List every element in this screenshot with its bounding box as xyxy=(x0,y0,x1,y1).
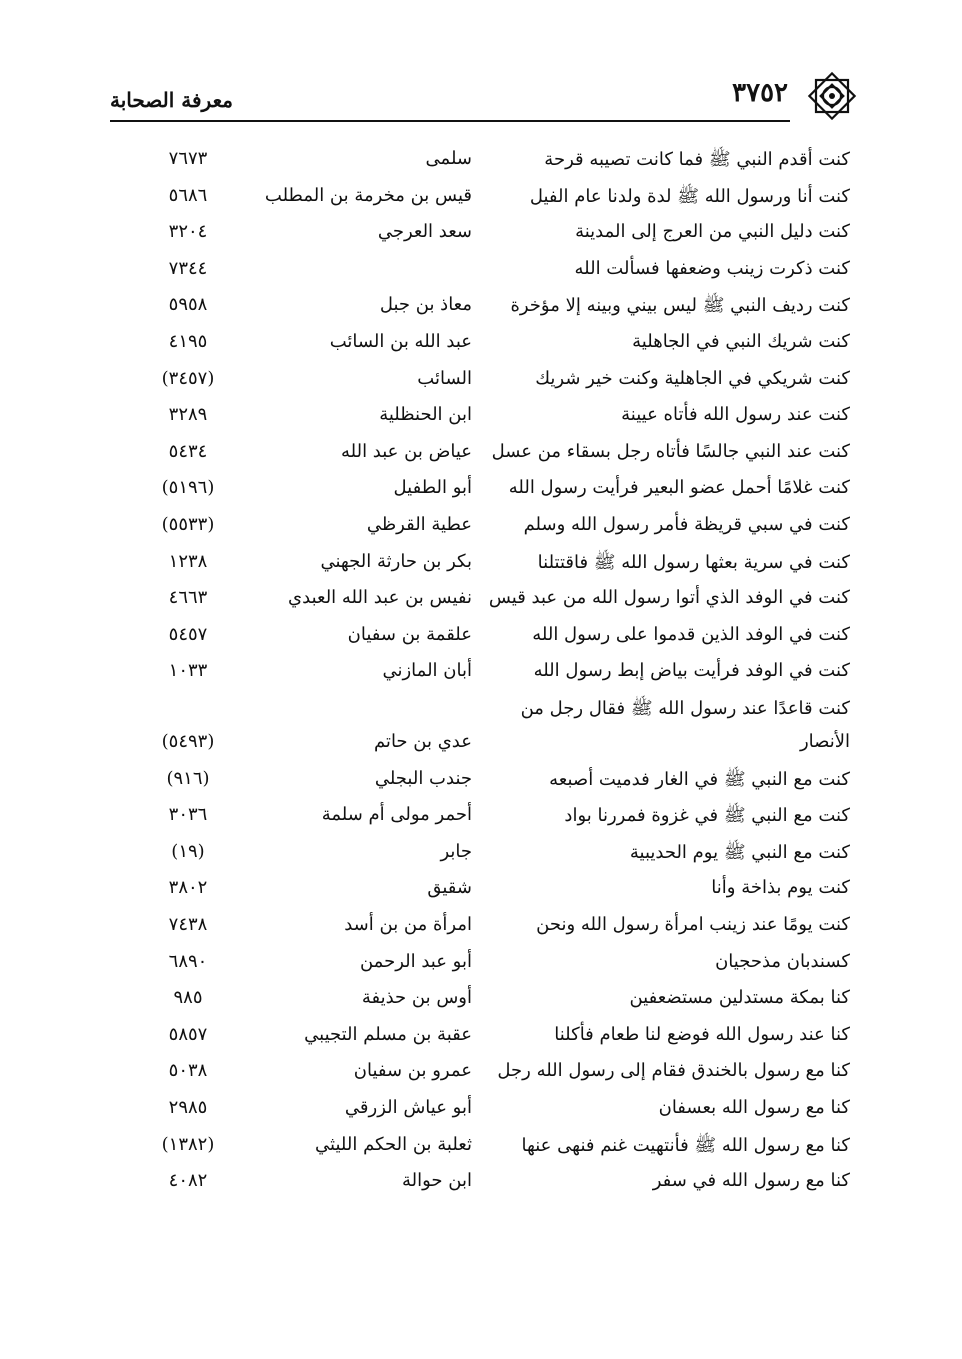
index-row xyxy=(0,804,962,840)
narrator-name: السائب xyxy=(417,367,472,389)
narrator-name: ثعلبة بن الحكم الليثي xyxy=(315,1133,472,1155)
index-row xyxy=(0,1097,962,1133)
hadith-phrase: كنت مع النبي ﷺ في غزوة فمررنا بواد xyxy=(564,805,850,827)
hadith-phrase: كنا مع رسول الله بعسفان xyxy=(658,1097,850,1118)
index-row xyxy=(0,1024,962,1060)
hadith-phrase: كنت أقدم النبي ﷺ فما كانت تصيبه قرحة xyxy=(544,149,850,170)
narrator-name: جندب البجلي xyxy=(374,767,472,789)
hadith-number: (٥١٩٦) xyxy=(161,477,215,499)
narrator-name: أحمر مولى أم سلمة xyxy=(321,804,472,826)
hadith-number: ١٢٣٨ xyxy=(168,550,208,572)
index-row xyxy=(0,1060,962,1096)
narrator-name: قيس بن مخرمة بن المطلب xyxy=(264,184,472,206)
hadith-phrase: كنت في سرية بعثها رسول الله ﷺ فاقتتلنا xyxy=(537,551,850,573)
hadith-phrase: كنت قاعدًا عند رسول الله ﷺ فقال رجل من xyxy=(520,698,850,719)
hadith-number: ٧٤٣٨ xyxy=(168,914,208,935)
narrator-name: ابن حوالة xyxy=(402,1170,472,1192)
page-number: ٣٧٥٢ xyxy=(732,78,788,108)
index-row xyxy=(0,331,962,367)
hadith-phrase: كنت في الوفد فرأيت بياض إبط رسول الله xyxy=(533,660,850,682)
hadith-number: (٣٤٥٧) xyxy=(161,367,215,389)
index-row xyxy=(0,660,962,696)
hadith-phrase: كنت في الوفد الذي أتوا رسول الله من عبد قيس xyxy=(488,587,850,609)
narrator-name: نفيس بن عبد الله العبدي xyxy=(288,587,472,609)
narrator-name: عطية القرظي xyxy=(366,514,472,535)
narrator-name: عبد الله بن السائب xyxy=(329,331,472,352)
hadith-number: (١٩) xyxy=(171,840,205,862)
hadith-number: ٥٩٥٨ xyxy=(168,294,208,316)
hadith-phrase: كنت دليل النبي من العرج إلى المدينة xyxy=(575,221,850,243)
hadith-phrase: كنت يومًا عند زينب امرأة رسول الله ونحن xyxy=(536,914,850,935)
narrator-name: امرأة من بن أسد xyxy=(344,914,472,935)
narrator-name: شقيق xyxy=(427,877,472,899)
hadith-phrase: كنت شريك النبي في الجاهلية xyxy=(632,331,850,352)
index-row xyxy=(0,258,962,294)
index-row xyxy=(0,368,962,404)
narrator-name: معاذ بن جبل xyxy=(379,294,472,316)
hadith-phrase: كنا بمكة مستدلين مستضعفين xyxy=(629,987,850,1009)
hadith-phrase: كنا مع رسول بالخندق فقام إلى رسول الله رجل xyxy=(497,1060,850,1082)
narrator-name: أبو عياش الزرقي xyxy=(344,1097,472,1118)
hadith-number: ٧٦٧٣ xyxy=(168,148,208,169)
narrator-name: علقمة بن سفيان xyxy=(347,623,472,645)
hadith-number: ٥٦٨٦ xyxy=(168,184,208,206)
hadith-phrase: كنت في الوفد الذين قدموا على رسول الله xyxy=(532,623,850,645)
star-ornament-icon xyxy=(804,68,860,124)
hadith-phrase: كنت رديف النبي ﷺ ليس بيني وبينه إلا مؤخرة xyxy=(510,295,850,317)
index-row xyxy=(0,841,962,877)
hadith-number: ٤٠٨٢ xyxy=(168,1170,208,1192)
header-divider xyxy=(110,120,790,122)
index-row xyxy=(0,551,962,587)
hadith-phrase: كنت عند رسول الله فأتاه عيينة xyxy=(621,404,850,426)
index-row xyxy=(0,221,962,257)
index-row xyxy=(0,294,962,330)
book-title: معرفة الصحابة xyxy=(110,88,233,112)
hadith-number: ٣٢٠٤ xyxy=(168,221,208,243)
narrator-name: عياض بن عبد الله xyxy=(340,440,472,462)
index-row xyxy=(0,441,962,477)
hadith-number: ٥٨٥٧ xyxy=(168,1023,208,1045)
narrator-name: ابن الحنظلية xyxy=(379,404,472,426)
narrator-name: جابر xyxy=(440,840,472,862)
index-row xyxy=(0,697,962,752)
hadith-number: (١٣٨٢) xyxy=(161,1133,215,1155)
hadith-number: ١٠٣٣ xyxy=(168,660,208,682)
narrator-name: عمرو بن سفيان xyxy=(353,1060,472,1082)
index-row xyxy=(0,1170,962,1206)
hadith-phrase: كنت ذكرت زينب وضعفها فسألت الله xyxy=(574,257,850,279)
index-row xyxy=(0,587,962,623)
hadith-number: ٢٩٨٥ xyxy=(168,1097,208,1118)
index-row xyxy=(0,951,962,987)
index-row xyxy=(0,624,962,660)
hadith-phrase: كنت مع النبي ﷺ في الغار فدميت أصبعه xyxy=(549,768,850,790)
hadith-number: ٣٠٣٦ xyxy=(168,804,208,826)
hadith-number: ٣٨٠٢ xyxy=(168,877,208,899)
hadith-phrase-continuation: الأنصار xyxy=(799,731,850,752)
index-row xyxy=(0,477,962,513)
index-row xyxy=(0,987,962,1023)
hadith-number: (٥٤٩٣) xyxy=(161,731,215,752)
hadith-number: ٥٤٥٧ xyxy=(168,623,208,645)
hadith-phrase: كسندبان مذحجيان xyxy=(715,950,850,972)
hadith-phrase: كنت يوم بذاخة وأنا xyxy=(711,877,850,899)
narrator-name: أوس بن حذيفة xyxy=(361,987,472,1009)
index-row xyxy=(0,148,962,184)
narrator-name: أبو عبد الرحمن xyxy=(359,950,472,972)
page-header xyxy=(110,78,850,118)
narrator-name: أبان المازني xyxy=(382,660,472,682)
hadith-number: (٩١٦) xyxy=(166,767,210,789)
index-row xyxy=(0,185,962,221)
narrator-name: أبو الطفيل xyxy=(393,477,472,499)
index-row xyxy=(0,404,962,440)
hadith-phrase: كنت شريكي في الجاهلية وكنت خير شريك xyxy=(535,367,850,389)
hadith-phrase: كنا عند رسول الله فوضع لنا طعام فأكلنا xyxy=(554,1023,850,1045)
hadith-phrase: كنت مع النبي ﷺ يوم الحديبية xyxy=(629,841,850,863)
narrator-name: سلمى xyxy=(425,148,472,169)
index-row xyxy=(0,877,962,913)
hadith-number: ٥٤٣٤ xyxy=(168,440,208,462)
index-row xyxy=(0,914,962,950)
index-row xyxy=(0,1134,962,1170)
hadith-number: ٤٦٦٣ xyxy=(168,587,208,609)
hadith-phrase: كنت في سبي قريظة فأمر رسول الله وسلم xyxy=(523,514,850,535)
narrator-name: بكر بن حارثة الجهني xyxy=(320,550,472,572)
hadith-phrase: كنت عند النبي جالسًا فأتاه رجل بسقاء من عسل xyxy=(491,440,850,462)
hadith-phrase: كنا مع رسول الله في سفر xyxy=(652,1170,850,1192)
hadith-number: (٥٥٣٣) xyxy=(161,514,215,535)
hadith-number: ٩٨٥ xyxy=(173,987,203,1009)
hadith-number: ٥٠٣٨ xyxy=(168,1060,208,1082)
index-row xyxy=(0,768,962,804)
hadith-phrase: كنا مع رسول الله ﷺ فأنتهيت غنم فنهى عنها xyxy=(521,1134,850,1156)
hadith-phrase: كنت غلامًا أحمل عضو البعير فرأيت رسول الله xyxy=(508,477,850,499)
hadith-number: ٧٣٤٤ xyxy=(168,257,208,279)
hadith-number: ٣٢٨٩ xyxy=(168,404,208,426)
hadith-number: ٤١٩٥ xyxy=(168,331,208,352)
hadith-phrase: كنت أنا ورسول الله ﷺ لدة ولدنا عام الفيل xyxy=(529,185,850,207)
narrator-name: عدي بن حاتم xyxy=(373,731,472,752)
index-row xyxy=(0,514,962,550)
narrator-name: سعد العرجي xyxy=(377,221,472,243)
narrator-name: عقبة بن مسلم التجيبي xyxy=(304,1023,472,1045)
hadith-number: ٦٨٩٠ xyxy=(168,950,208,972)
